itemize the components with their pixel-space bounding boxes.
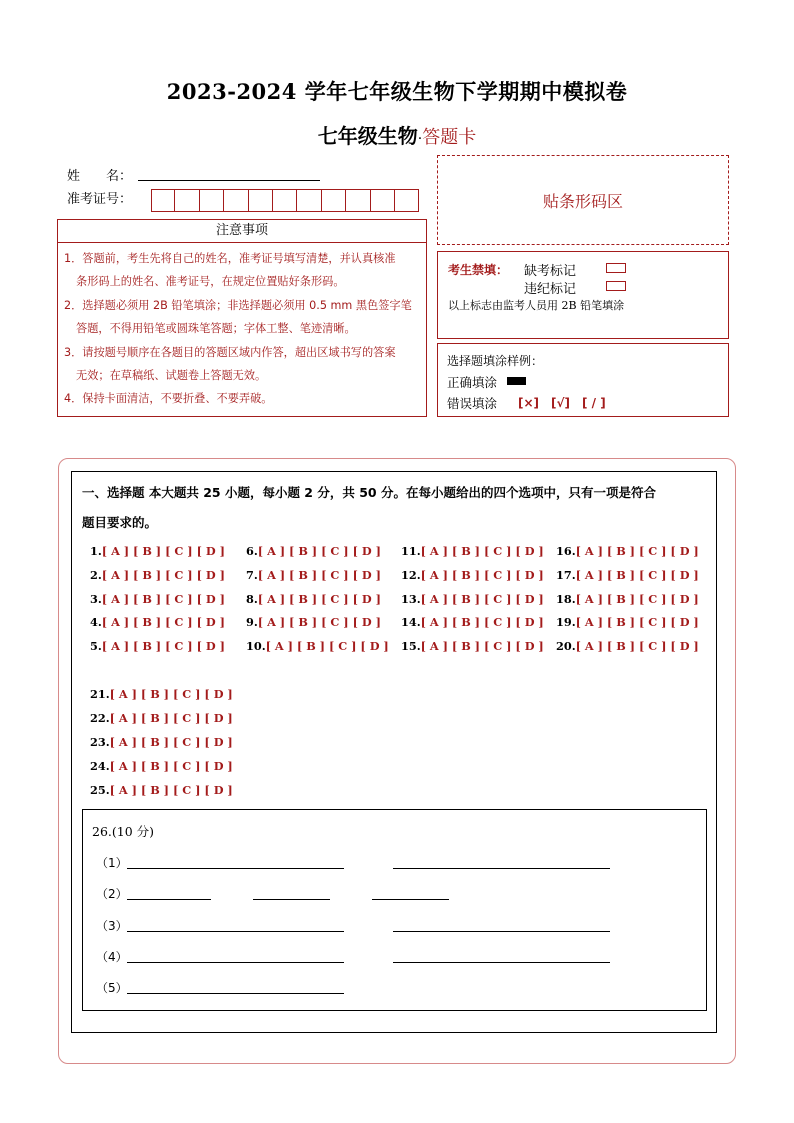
answer-options[interactable]: [ A ] [ B ] [ C ] [ D ] xyxy=(420,592,544,606)
id-cell[interactable] xyxy=(322,189,346,212)
q26-part-label: （3） xyxy=(96,919,128,933)
page-title: 2023-2024 学年七年级生物下学期期中模拟卷 xyxy=(166,79,628,104)
notice-line: 答题，不得用铅笔或圆珠笔答题；字体工整、笔迹清晰。 xyxy=(76,322,356,336)
fill-example-box xyxy=(437,343,729,417)
correct-fill-label: 正确填涂 xyxy=(447,375,498,390)
answer-options[interactable]: [ A ] [ B ] [ C ] [ D ] xyxy=(109,783,233,797)
id-cell[interactable] xyxy=(200,189,224,212)
question-number: 17. xyxy=(556,568,576,582)
id-cell[interactable] xyxy=(346,189,370,212)
answer-line[interactable] xyxy=(253,899,330,900)
answer-options[interactable]: [ A ] [ B ] [ C ] [ D ] xyxy=(257,568,381,582)
question-number: 19. xyxy=(556,615,576,629)
question-number: 22. xyxy=(90,711,110,725)
mc-question[interactable] xyxy=(401,615,544,629)
question-number: 11. xyxy=(401,544,421,558)
question-number: 10. xyxy=(246,639,266,653)
id-cell[interactable] xyxy=(371,189,395,212)
q26-part-label: （1） xyxy=(96,856,128,870)
answer-line[interactable] xyxy=(393,868,610,869)
q26-part-label: （4） xyxy=(96,950,128,964)
mc-question[interactable] xyxy=(90,759,233,773)
answer-options[interactable]: [ A ] [ B ] [ C ] [ D ] xyxy=(101,592,225,606)
answer-options[interactable]: [ A ] [ B ] [ C ] [ D ] xyxy=(101,568,225,582)
notice-line: 无效；在草稿纸、试题卷上答题无效。 xyxy=(76,369,267,383)
question-number: 20. xyxy=(556,639,576,653)
answer-options[interactable]: [ A ] [ B ] [ C ] [ D ] xyxy=(109,759,233,773)
mc-question[interactable] xyxy=(401,592,544,606)
question-number: 18. xyxy=(556,592,576,606)
mc-question[interactable] xyxy=(90,639,225,653)
forbidden-note: 以上标志由监考人员用 2B 铅笔填涂 xyxy=(448,299,625,312)
notice-line: 2．选择题必须用 2B 铅笔填涂；非选择题必须用 0.5 mm 黑色签字笔 xyxy=(64,298,412,312)
mc-question[interactable] xyxy=(90,544,225,558)
question-number: 3. xyxy=(90,592,102,606)
question-number: 23. xyxy=(90,735,110,749)
answer-line[interactable] xyxy=(127,993,344,994)
notice-line: 1．答题前，考生先将自己的姓名，准考证号填写清楚，并认真核准 xyxy=(64,252,396,265)
answer-line[interactable] xyxy=(127,899,211,900)
id-label: 准考证号： xyxy=(67,192,133,207)
mc-question[interactable] xyxy=(401,568,544,582)
question-number: 5. xyxy=(90,639,102,653)
forbidden-box xyxy=(437,251,729,339)
fill-example-title: 选择题填涂样例： xyxy=(447,354,544,368)
q26-box xyxy=(82,809,707,1011)
question-number: 12. xyxy=(401,568,421,582)
answer-options[interactable]: [ A ] [ B ] [ C ] [ D ] xyxy=(575,544,699,558)
answer-options[interactable]: [ A ] [ B ] [ C ] [ D ] xyxy=(101,639,225,653)
notice-header: 注意事项 xyxy=(57,219,427,243)
answer-options[interactable]: [ A ] [ B ] [ C ] [ D ] xyxy=(109,711,233,725)
name-label: 姓 名： xyxy=(67,169,133,184)
absent-mark-box[interactable] xyxy=(606,263,626,273)
barcode-label: 贴条形码区 xyxy=(542,191,623,211)
question-number: 8. xyxy=(246,592,258,606)
mc-question[interactable] xyxy=(90,592,225,606)
mc-question[interactable] xyxy=(401,639,544,653)
question-number: 15. xyxy=(401,639,421,653)
answer-options[interactable]: [ A ] [ B ] [ C ] [ D ] xyxy=(575,639,699,653)
answer-line[interactable] xyxy=(127,962,344,963)
section1-heading-line1: 一、选择题 本大题共 25 小题，每小题 2 分，共 50 分。在每小题给出的四个选项中，只有一项是符合 xyxy=(82,485,656,500)
q26-part-label: （5） xyxy=(96,981,128,995)
notice-line: 3．请按题号顺序在各题目的答题区域内作答，超出区域书写的答案 xyxy=(64,345,396,359)
question-number: 21. xyxy=(90,687,110,701)
question-number: 13. xyxy=(401,592,421,606)
question-number: 24. xyxy=(90,759,110,773)
mc-question[interactable] xyxy=(90,687,233,701)
question-number: 1. xyxy=(90,544,102,558)
id-number-grid[interactable] xyxy=(151,189,419,212)
answer-line[interactable] xyxy=(393,962,610,963)
answer-options[interactable]: [ A ] [ B ] [ C ] [ D ] xyxy=(575,568,699,582)
mc-question[interactable] xyxy=(556,592,699,606)
q26-part-label: （2） xyxy=(96,887,128,901)
page-subtitle xyxy=(0,120,794,149)
mc-question[interactable] xyxy=(246,615,381,629)
question-number: 4. xyxy=(90,615,102,629)
mc-question[interactable] xyxy=(246,592,381,606)
mc-question[interactable] xyxy=(90,711,233,725)
mc-question[interactable] xyxy=(556,568,699,582)
question-number: 7. xyxy=(246,568,258,582)
answer-options[interactable]: [ A ] [ B ] [ C ] [ D ] xyxy=(257,544,381,558)
answer-options[interactable]: [ A ] [ B ] [ C ] [ D ] xyxy=(420,615,544,629)
answer-line[interactable] xyxy=(127,868,344,869)
wrong-fill-samples: [×] [√] [ / ] xyxy=(518,396,606,410)
q26-title: 26.(10 分) xyxy=(92,824,155,839)
subtitle-separator: · xyxy=(417,131,423,147)
mc-question[interactable] xyxy=(246,639,389,653)
barcode-area xyxy=(437,155,729,245)
correct-fill-sample xyxy=(507,377,526,385)
id-cell[interactable] xyxy=(175,189,199,212)
mc-question[interactable] xyxy=(90,735,233,749)
mc-question[interactable] xyxy=(90,568,225,582)
subtitle-card: 答题卡 xyxy=(422,127,477,148)
section1-heading-line2: 题目要求的。 xyxy=(82,515,158,530)
answer-options[interactable]: [ A ] [ B ] [ C ] [ D ] xyxy=(257,592,381,606)
forbidden-label: 考生禁填： xyxy=(448,263,509,277)
name-field[interactable] xyxy=(138,180,320,181)
id-cell[interactable] xyxy=(273,189,297,212)
id-cell[interactable] xyxy=(224,189,248,212)
question-number: 9. xyxy=(246,615,258,629)
answer-line[interactable] xyxy=(127,931,344,932)
notice-line: 4．保持卡面清洁，不要折叠、不要弄破。 xyxy=(64,392,273,406)
answer-options[interactable]: [ A ] [ B ] [ C ] [ D ] xyxy=(420,544,544,558)
notice-line: 条形码上的姓名、准考证号，在规定位置贴好条形码。 xyxy=(76,275,345,289)
mc-question[interactable] xyxy=(556,544,699,558)
wrong-fill-label: 错误填涂 xyxy=(447,396,498,411)
question-number: 14. xyxy=(401,615,421,629)
answer-options[interactable]: [ A ] [ B ] [ C ] [ D ] xyxy=(575,615,699,629)
answer-options[interactable]: [ A ] [ B ] [ C ] [ D ] xyxy=(109,687,233,701)
answer-options[interactable]: [ A ] [ B ] [ C ] [ D ] xyxy=(265,639,389,653)
subtitle-subject: 七年级生物 xyxy=(317,124,418,148)
question-number: 2. xyxy=(90,568,102,582)
id-cell[interactable] xyxy=(297,189,321,212)
mc-question[interactable] xyxy=(556,615,699,629)
id-cell[interactable] xyxy=(249,189,273,212)
notice-body xyxy=(57,242,427,417)
answer-options[interactable]: [ A ] [ B ] [ C ] [ D ] xyxy=(420,568,544,582)
answer-options[interactable]: [ A ] [ B ] [ C ] [ D ] xyxy=(109,735,233,749)
mc-question[interactable] xyxy=(401,544,544,558)
mc-question[interactable] xyxy=(90,783,233,797)
answer-line[interactable] xyxy=(393,931,610,932)
answer-options[interactable]: [ A ] [ B ] [ C ] [ D ] xyxy=(101,544,225,558)
absent-label: 缺考标记 xyxy=(524,264,577,279)
question-number: 25. xyxy=(90,783,110,797)
question-number: 6. xyxy=(246,544,258,558)
answer-line[interactable] xyxy=(372,899,449,900)
mc-question[interactable] xyxy=(90,615,225,629)
question-number: 16. xyxy=(556,544,576,558)
answer-options[interactable]: [ A ] [ B ] [ C ] [ D ] xyxy=(420,639,544,653)
answer-options[interactable]: [ A ] [ B ] [ C ] [ D ] xyxy=(575,592,699,606)
mc-question[interactable] xyxy=(246,568,381,582)
mc-question[interactable] xyxy=(246,544,381,558)
id-cell[interactable] xyxy=(151,189,175,212)
answer-options[interactable]: [ A ] [ B ] [ C ] [ D ] xyxy=(257,615,381,629)
answer-options[interactable]: [ A ] [ B ] [ C ] [ D ] xyxy=(101,615,225,629)
mc-question[interactable] xyxy=(556,639,699,653)
violation-mark-box[interactable] xyxy=(606,281,626,291)
id-cell[interactable] xyxy=(395,189,419,212)
violation-label: 违纪标记 xyxy=(524,282,577,297)
